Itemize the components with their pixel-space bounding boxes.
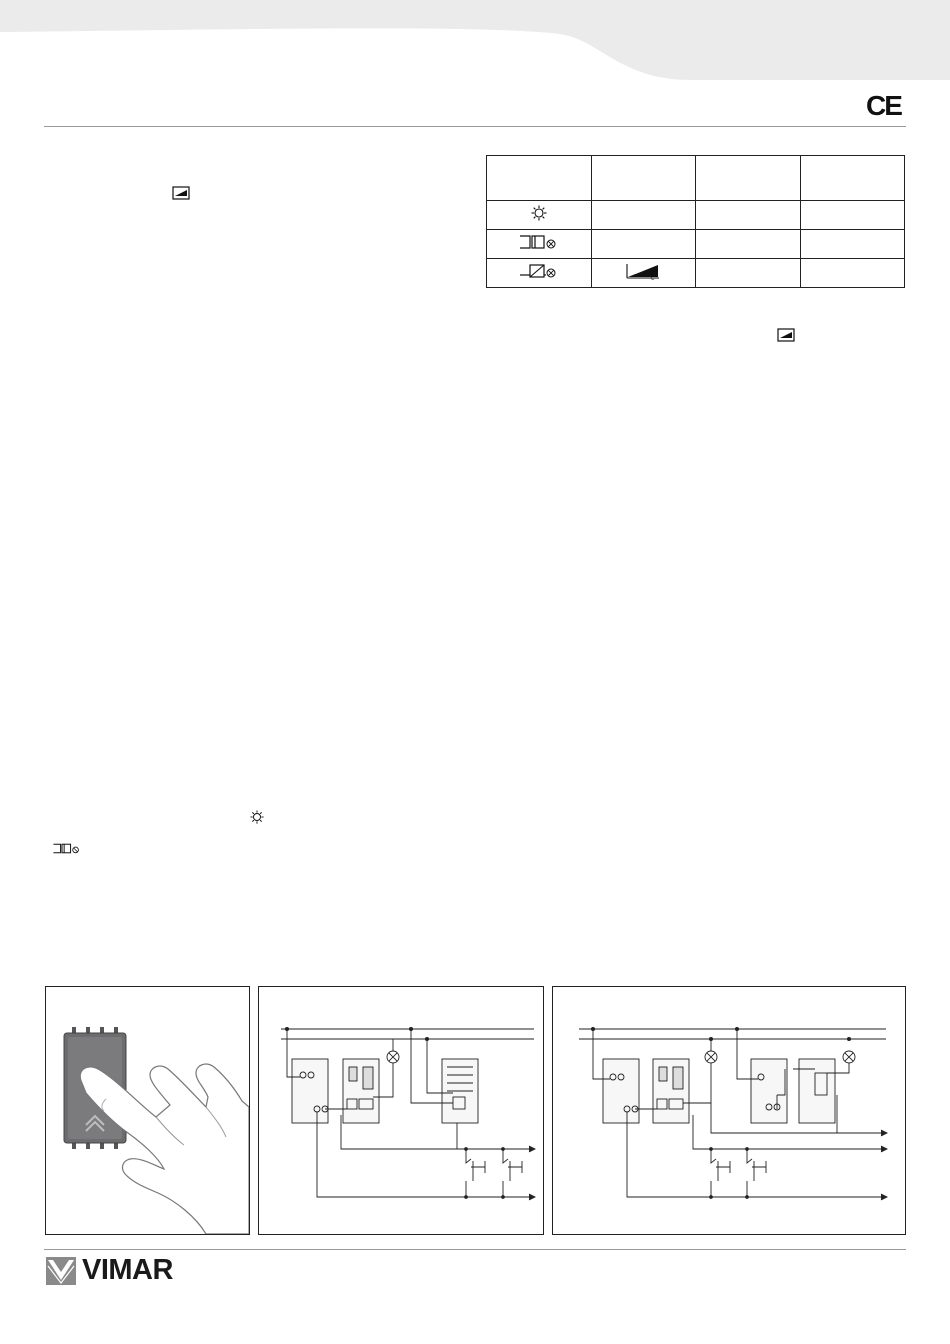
header-rule [44, 126, 906, 127]
dimmer-mode-icon [777, 328, 795, 342]
brand-name: VIMAR [82, 1254, 173, 1286]
table-cell [696, 201, 801, 230]
table-cell [591, 201, 696, 230]
wiring-diagram-1 [259, 987, 543, 1234]
ferromagnetic-transformer-lamp-icon [518, 263, 560, 279]
ce-mark: CE [866, 90, 901, 121]
dimmer-mode-icon [172, 186, 190, 200]
table-cell [591, 259, 696, 288]
table-cell [696, 259, 801, 288]
lamp-sun-icon [531, 205, 547, 221]
table-header-cell [591, 156, 696, 201]
wiring-diagram-1-panel [258, 986, 544, 1235]
electronic-transformer-lamp-icon [52, 842, 82, 855]
wiring-diagram-2 [553, 987, 905, 1234]
wiring-diagram-2-panel [552, 986, 906, 1235]
footer-rule [44, 1249, 906, 1250]
table-cell [696, 230, 801, 259]
table-cell [591, 230, 696, 259]
table-cell [487, 230, 592, 259]
header-banner [0, 0, 950, 80]
leading-edge-dimmer-icon [625, 262, 661, 280]
table-header-cell [487, 156, 592, 201]
table-cell [800, 259, 905, 288]
product-photo-panel [45, 986, 250, 1235]
table-cell [487, 201, 592, 230]
table-cell [800, 230, 905, 259]
lamp-sun-icon [250, 810, 264, 824]
table-cell [487, 259, 592, 288]
table-row [487, 201, 905, 230]
electronic-transformer-lamp-icon [518, 234, 560, 250]
finger-press-illustration [46, 987, 249, 1234]
table-header-cell [800, 156, 905, 201]
table-row [487, 259, 905, 288]
svg-text:L: L [651, 275, 655, 280]
table-header-row [487, 156, 905, 201]
table-row [487, 230, 905, 259]
table-cell [800, 201, 905, 230]
load-table [486, 155, 905, 288]
table-header-cell [696, 156, 801, 201]
